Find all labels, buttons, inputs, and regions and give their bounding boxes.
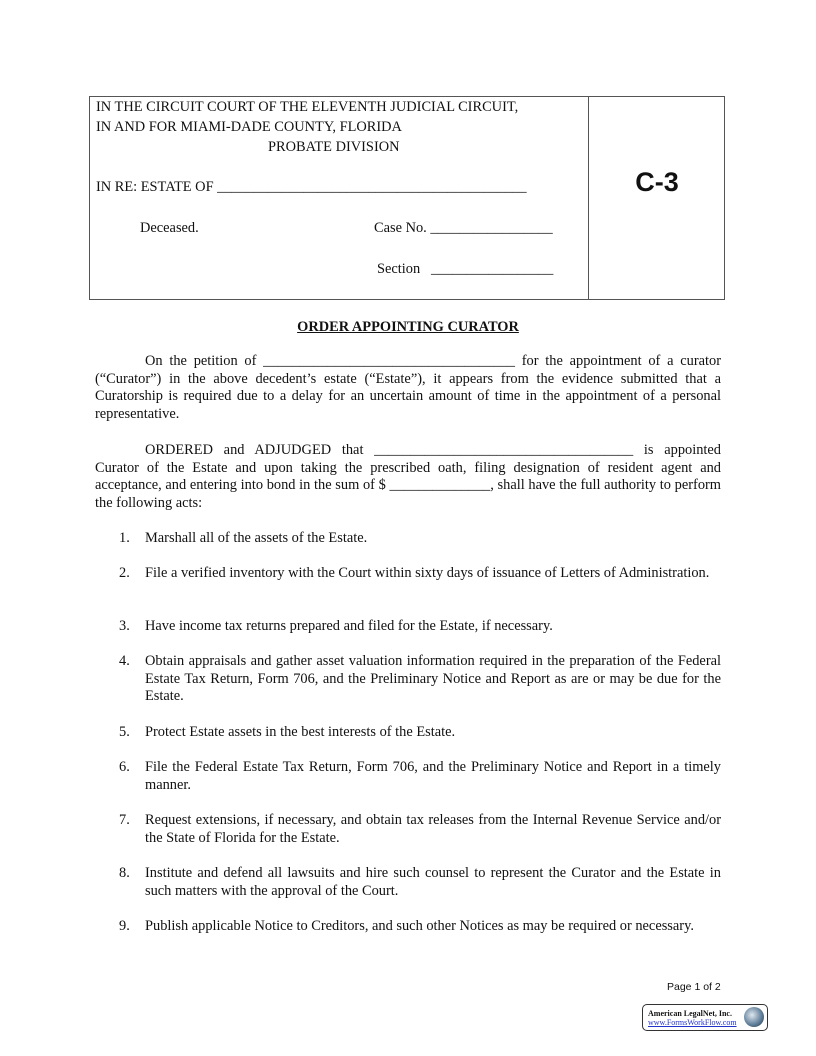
list-item <box>95 865 721 900</box>
petition-paragraph: On the petition of ___________________________________ for the appointment of a curator (“Curator”) in the above decedent’s estate (“Estate”), it appears from the evidence submitted that a Curatorship is required due to a delay for an uncertain amount of time in the appointment of a personal representative. <box>95 353 721 422</box>
form-code: C-3 <box>635 167 679 197</box>
list-item <box>95 618 721 636</box>
item-text: Institute and defend all lawsuits and hire such counsel to represent the Curator and the Estate in such matters with the approval of the Court. <box>145 865 721 899</box>
item-text: Have income tax returns prepared and filed for the Estate, if necessary. <box>145 618 553 634</box>
list-item <box>95 653 721 706</box>
item-number: 4. <box>119 653 130 669</box>
item-number: 5. <box>119 724 130 740</box>
logo-url-link[interactable]: www.FormsWorkFlow.com <box>648 1018 737 1027</box>
division: PROBATE DIVISION <box>268 139 400 155</box>
item-text: Request extensions, if necessary, and obtain tax releases from the Internal Revenue Service and/or the State of Florida for the Estate. <box>145 812 721 846</box>
ordered-paragraph: ORDERED and ADJUDGED that ____________________________________ is appointed Curator of the Estate and upon taking the prescribed oath, filing designation of resident agent and acceptance, and entering into bond in the sum of $ ______________, shall have the full authority to perform the following acts: <box>95 442 721 511</box>
case-number: Case No. _________________ <box>374 220 553 236</box>
list-item <box>95 530 721 548</box>
document-title: ORDER APPOINTING CURATOR <box>297 319 519 335</box>
item-number: 3. <box>119 618 130 634</box>
caption-divider <box>588 97 589 299</box>
item-text: File the Federal Estate Tax Return, Form 706, and the Preliminary Notice and Report in a timely manner. <box>145 759 721 793</box>
legalnet-logo[interactable] <box>642 1004 768 1031</box>
in-re-estate: IN RE: ESTATE OF ___________________________________________ <box>96 179 527 195</box>
section-number: Section _________________ <box>377 261 554 277</box>
globe-icon <box>744 1007 764 1027</box>
item-number: 1. <box>119 530 130 546</box>
deceased-label: Deceased. <box>140 220 199 236</box>
list-item <box>95 724 721 742</box>
item-number: 9. <box>119 918 130 934</box>
court-line-2: IN AND FOR MIAMI-DADE COUNTY, FLORIDA <box>96 119 402 135</box>
item-number: 7. <box>119 812 130 828</box>
item-text: Protect Estate assets in the best interests of the Estate. <box>145 724 456 740</box>
item-number: 8. <box>119 865 130 881</box>
page-number: Page 1 of 2 <box>667 981 721 993</box>
list-item <box>95 759 721 794</box>
court-line-1: IN THE CIRCUIT COURT OF THE ELEVENTH JUDICIAL CIRCUIT, <box>96 99 519 115</box>
item-number: 6. <box>119 759 130 775</box>
item-number: 2. <box>119 565 130 581</box>
list-item <box>95 565 721 583</box>
list-item <box>95 918 721 936</box>
item-text: Marshall all of the assets of the Estate. <box>145 530 368 546</box>
case-caption-box <box>89 96 725 300</box>
logo-company: American LegalNet, Inc. <box>648 1009 732 1018</box>
item-text: Publish applicable Notice to Creditors, and such other Notices as may be required or necessary. <box>145 918 694 934</box>
item-text: Obtain appraisals and gather asset valuation information required in the preparation of the Federal Estate Tax Return, Form 706, and the Preliminary Notice and Report as are or may be due for the Estate. <box>145 653 721 705</box>
list-item <box>95 812 721 847</box>
item-text: File a verified inventory with the Court within sixty days of issuance of Letters of Administration. <box>145 565 710 581</box>
